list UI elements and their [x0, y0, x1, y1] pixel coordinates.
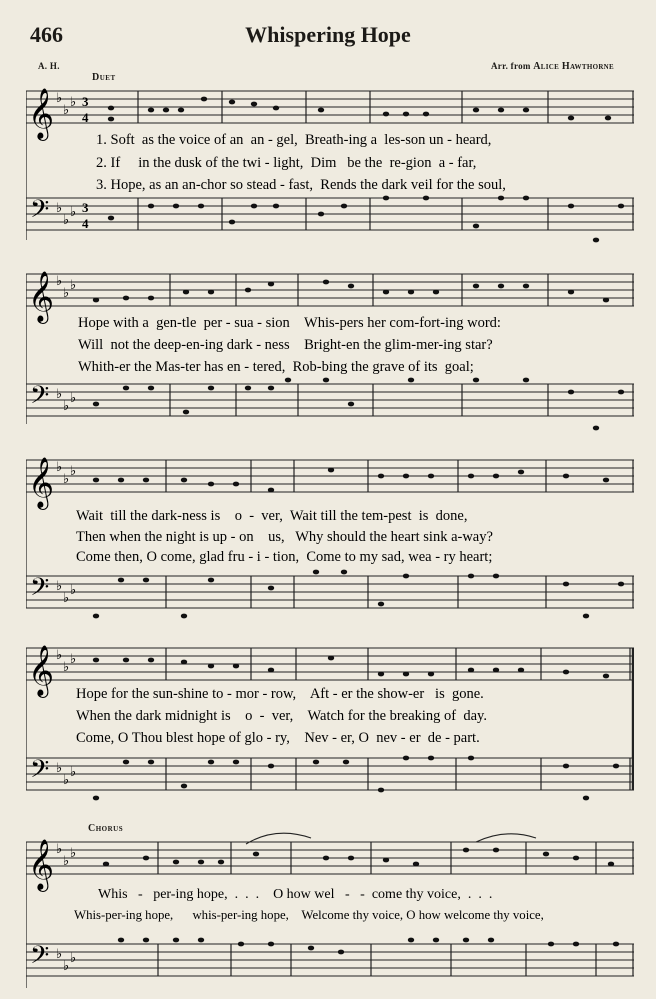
duet-label: Duet — [92, 72, 116, 83]
key-signature-bass — [56, 946, 76, 973]
svg-text:♭: ♭ — [63, 102, 70, 117]
page-number: 466 — [30, 22, 63, 47]
svg-text:♭: ♭ — [56, 578, 63, 593]
lyric-line: Then when the night is up - on us, Why should the heart sink a-way? — [76, 529, 493, 545]
arranger-prefix: Arr. from — [491, 61, 531, 71]
key-signature-bass — [56, 760, 76, 787]
svg-text:♭: ♭ — [63, 471, 70, 486]
svg-text:4: 4 — [82, 216, 89, 231]
svg-text:♭: ♭ — [56, 273, 63, 288]
key-signature-treble — [56, 459, 76, 486]
music-system-4 — [26, 640, 634, 815]
treble-staff — [26, 91, 634, 123]
key-signature-bass — [56, 578, 76, 605]
lyric-line: Whith-er the Mas-ter has en - tered, Rob-bing the grave of its goal; — [78, 359, 474, 375]
svg-text:♭: ♭ — [56, 386, 63, 401]
lyric-line: Whis-per-ing hope, whis-per-ing hope, Welcome thy voice, O how welcome thy voice, — [74, 908, 544, 922]
svg-text:♭: ♭ — [70, 94, 77, 109]
treble-notes — [93, 656, 609, 679]
svg-text:4: 4 — [82, 110, 89, 125]
svg-text:♭: ♭ — [70, 463, 77, 478]
arranger-credit — [491, 61, 614, 72]
treble-notes — [108, 97, 611, 122]
chorus-label: Chorus — [88, 823, 124, 834]
svg-text:♭: ♭ — [70, 390, 77, 405]
svg-text:♭: ♭ — [56, 946, 63, 961]
svg-text:♭: ♭ — [63, 212, 70, 227]
treble-staff — [26, 460, 634, 492]
hymn-title: Whispering Hope — [245, 22, 411, 47]
lyric-line: 3. Hope, as an an-chor so stead - fast, Rends the dark veil for the soul, — [96, 177, 506, 193]
lyric-line: Hope with a gen-tle per - sua - sion Whis-pers her com-fort-ing word: — [78, 315, 501, 331]
lyric-line: 1. Soft as the voice of an an - gel, Breath-ing a les-son un - heard, — [96, 132, 492, 148]
key-signature-treble — [56, 841, 76, 868]
svg-text:♭: ♭ — [70, 204, 77, 219]
svg-text:♭: ♭ — [63, 853, 70, 868]
svg-text:♭: ♭ — [63, 958, 70, 973]
lyric-line: When the dark midnight is o - ver, Watch for the breaking of day. — [76, 708, 487, 724]
bass-notes — [108, 196, 624, 243]
svg-text:♭: ♭ — [56, 647, 63, 662]
music-system-2 — [26, 262, 634, 442]
verse-lyrics — [76, 686, 487, 746]
lyric-line: Come then, O come, glad fru - i - tion, Come to my sad, wea - ry heart; — [76, 549, 493, 565]
treble-notes — [93, 468, 609, 493]
treble-clef-icon: 𝄞 — [28, 89, 55, 138]
svg-text:♭: ♭ — [63, 285, 70, 300]
key-signature-bass — [56, 200, 76, 227]
treble-clef-icon: 𝄞 — [28, 458, 55, 507]
music-system-3 — [26, 450, 634, 630]
svg-text:♭: ♭ — [70, 764, 77, 779]
arranger-name: Alice Hawthorne — [533, 61, 614, 72]
lyric-line: Whis - per-ing hope, . . . O how wel - - come thy voice, . . . — [98, 887, 493, 902]
chorus-lyrics — [74, 887, 544, 922]
svg-text:♭: ♭ — [63, 398, 70, 413]
svg-text:♭: ♭ — [63, 659, 70, 674]
bass-clef-icon: 𝄢 — [30, 382, 50, 415]
lyric-line: Will not the deep-en-ing dark - ness Bright-en the glim-mer-ing star? — [78, 337, 493, 353]
bass-staff — [26, 198, 634, 230]
verse-lyrics — [76, 508, 493, 565]
bass-clef-icon: 𝄢 — [30, 942, 50, 975]
verse-lyrics — [78, 315, 501, 375]
svg-text:♭: ♭ — [70, 950, 77, 965]
bass-clef-icon: 𝄢 — [30, 756, 50, 789]
lyric-line: Come, O Thou blest hope of glo - ry, Nev - er, O nev - er de - part. — [76, 730, 480, 746]
lyric-line: Hope for the sun-shine to - mor - row, Aft - er the show-er is gone. — [76, 686, 484, 702]
treble-clef-icon: 𝄞 — [28, 840, 55, 889]
treble-staff — [26, 274, 634, 306]
bass-notes — [93, 378, 624, 431]
music-system-1 — [26, 80, 634, 250]
bass-clef-icon: 𝄢 — [30, 196, 50, 229]
svg-text:♭: ♭ — [56, 200, 63, 215]
time-signature-bass: 3 — [82, 200, 89, 215]
bass-staff — [26, 944, 634, 976]
bass-notes — [93, 570, 624, 619]
key-signature-treble — [56, 90, 76, 117]
svg-text:♭: ♭ — [63, 590, 70, 605]
svg-text:♭: ♭ — [70, 582, 77, 597]
svg-text:♭: ♭ — [70, 651, 77, 666]
svg-text:♭: ♭ — [70, 277, 77, 292]
treble-clef-icon: 𝄞 — [28, 646, 55, 695]
svg-text:♭: ♭ — [56, 760, 63, 775]
svg-text:♭: ♭ — [70, 845, 77, 860]
verse-lyrics — [96, 132, 506, 193]
music-system-5 — [26, 828, 634, 999]
key-signature-treble — [56, 647, 76, 674]
treble-staff — [26, 648, 634, 680]
bass-clef-icon: 𝄢 — [30, 574, 50, 607]
bass-notes — [93, 756, 619, 801]
svg-text:♭: ♭ — [56, 841, 63, 856]
bass-staff — [26, 576, 634, 608]
lyric-line: 2. If in the dusk of the twi - light, Dim be the re-gion a - far, — [96, 155, 477, 171]
bass-staff — [26, 384, 634, 416]
bass-staff — [26, 758, 634, 790]
svg-text:♭: ♭ — [63, 772, 70, 787]
lyric-line: Wait till the dark-ness is o - ver, Wait till the tem-pest is done, — [76, 508, 468, 524]
lyricist-credit: A. H. — [38, 61, 60, 71]
key-signature-treble — [56, 273, 76, 300]
treble-staff — [26, 842, 634, 874]
svg-text:♭: ♭ — [56, 90, 63, 105]
svg-text:♭: ♭ — [56, 459, 63, 474]
treble-clef-icon: 𝄞 — [28, 272, 55, 321]
key-signature-bass — [56, 386, 76, 413]
time-signature-treble: 3 — [82, 94, 89, 109]
